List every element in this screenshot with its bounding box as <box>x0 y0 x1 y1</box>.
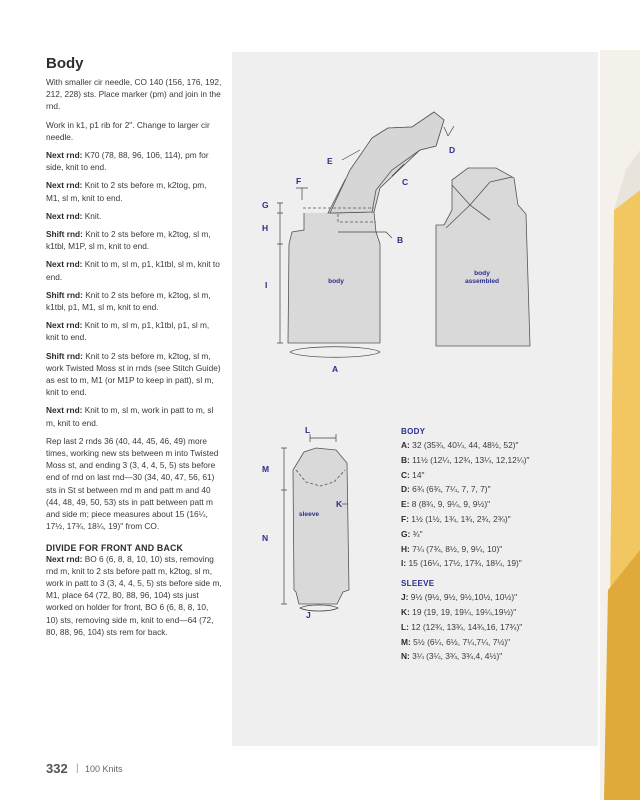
body-label: body <box>328 278 344 285</box>
label-E: E <box>327 156 333 166</box>
measure-row: N: 3¼ (3¼, 3¾, 3¾,4, 4½)" <box>401 651 503 662</box>
measure-row: K: 19 (19, 19, 19¼, 19¼,19½)" <box>401 606 517 617</box>
collar-piece <box>330 112 444 213</box>
label-J: J <box>306 610 311 620</box>
measure-row: C: 14" <box>401 469 425 480</box>
page-number: 332 <box>46 761 68 776</box>
label-D: D <box>449 145 456 155</box>
dim-line-H <box>277 213 283 244</box>
photo-edge <box>600 50 640 800</box>
label-M: M <box>262 464 270 474</box>
label-A: A <box>332 364 339 374</box>
divide-heading: DIVIDE FOR FRONT AND BACK <box>46 542 184 553</box>
sleeve-measurements-title: SLEEVE <box>401 579 435 589</box>
assembled-body-piece <box>436 168 530 346</box>
label-H: H <box>262 223 269 233</box>
dim-line-M <box>281 448 287 490</box>
measure-row: H: 7¼ (7¾, 8½, 9, 9¼, 10)" <box>401 543 503 554</box>
measure-row: A: 32 (35¾, 40¼, 44, 48½, 52)" <box>401 440 519 450</box>
dim-line-L <box>310 434 336 442</box>
assembled-label-line2: assembled <box>464 278 500 285</box>
measure-row: G: ¾" <box>401 528 423 539</box>
instruction-row: Shift rnd: Knit to 2 sts before m, k2tog, sl m, k1tbl, p1, M1, sl m, knit to end. <box>46 289 211 313</box>
measure-row: B: 11½ (12¼, 12¾, 13¼, 12,12¼)" <box>401 454 530 465</box>
assembled-label-line1: body <box>474 270 490 277</box>
label-F: F <box>296 176 302 186</box>
measure-row: D: 6¾ (6¾, 7¼, 7, 7, 7)" <box>401 484 491 495</box>
instruction-row: Next rnd: Knit to m, sl m, work in patt to m, sl m, knit to end. <box>46 405 214 428</box>
instruction-row: Shift rnd: Knit to 2 sts before m, k2tog, sl m, k1tbl, M1P, sl m, knit to end. <box>46 229 211 252</box>
dim-line-F <box>296 188 308 200</box>
section-heading-body: Body <box>46 55 84 72</box>
label-I: I <box>265 280 268 290</box>
dim-line-G <box>277 203 283 213</box>
sleeve-label: sleeve <box>298 511 320 518</box>
label-C: C <box>402 177 409 187</box>
instruction-row: Next rnd: Knit to 2 sts before m, k2tog, pm, M1, sl m, knit to end. <box>46 180 207 203</box>
repeat-paragraph: Rep last 2 rnds 36 (40, 44, 45, 46, 49) more times, working new sts between m into Twisted Moss st, and ending 3 (3, 4, 4, 5, 5) sts before end of rnd on last rnd—30 (34, 40, 47, 56, 61) sts in St st between rnd m and patt m and 40 (44, 48, 49, 50, 53) sts in patt between patt m and side m; piece measures about 15 (16¼, 17½, 17¾, 18¼, 19)" from CO. <box>46 435 219 532</box>
rib-paragraph: Work in k1, p1 rib for 2". Change to larger cir needle. <box>46 119 210 142</box>
label-N: N <box>262 533 269 543</box>
instruction-row: Shift rnd: Knit to 2 sts before m, k2tog, sl m, work Twisted Moss st in rnds (see Stitch Guide) as est to m, M1 (or M1P to keep in patt), sl m, knit to end. <box>46 350 221 398</box>
measurements-block <box>401 427 591 664</box>
label-K: K <box>336 499 343 509</box>
measure-row: E: 8 (8¾, 9, 9¼, 9, 9½)" <box>401 499 491 510</box>
intro-paragraph: With smaller cir needle, CO 140 (156, 176, 192, 212, 228) sts. Place marker (pm) and join in the rnd. <box>46 77 222 112</box>
footer-separator: | <box>76 763 79 774</box>
dim-line-A <box>290 347 380 358</box>
sleeve-piece <box>293 448 349 604</box>
label-G: G <box>262 200 269 210</box>
dim-line-D <box>444 126 454 136</box>
label-B: B <box>397 235 404 245</box>
book-title: 100 Knits <box>85 764 123 774</box>
measure-row: F: 1½ (1½, 1¾, 1¾, 2¾, 2¾)" <box>401 513 511 524</box>
instruction-row: Next rnd: Knit. <box>46 210 102 221</box>
body-measurements-title: BODY <box>401 427 426 436</box>
instruction-row: Next rnd: K70 (78, 88, 96, 106, 114), pm for side, knit to end. <box>46 150 209 173</box>
divide-paragraph: Next rnd: BO 6 (6, 8, 8, 10, 10) sts, removing rnd m, knit to 2 sts before patt m, k2tog, sl m, work in patt to 3 (3, 4, 4, 5, 5) sts before side m, M1, place 64 (72, 80, 88, 96, 104) sts just worked on holder for front, BO 6 (6, 8, 8, 10, 10) sts, removing side m, knit to end—64 (72, 80, 88, 96, 104) sts rem for back. <box>46 553 222 637</box>
measure-row: M: 5½ (6¼, 6½, 7¼,7¼, 7½)" <box>401 636 511 647</box>
instruction-row: Next rnd: Knit to m, sl m, p1, k1tbl, p1, sl m, knit to end. <box>46 320 210 343</box>
label-L: L <box>305 425 311 435</box>
watermark: PassionForum.ru <box>490 782 570 794</box>
dim-line-E <box>342 150 360 160</box>
measure-row: I: 15 (16¼, 17½, 17¾, 18¼, 19)" <box>401 558 522 569</box>
measure-row: J: 9½ (9½, 9½, 9½,10½, 10½)" <box>401 592 518 603</box>
dim-line-I <box>277 244 283 343</box>
measure-row: L: 12 (12¾, 13¾, 14¾,16, 17¾)" <box>401 621 523 632</box>
instruction-row: Next rnd: Knit to m, sl m, p1, k1tbl, sl m, knit to end. <box>46 259 220 282</box>
dim-line-N <box>281 490 287 604</box>
